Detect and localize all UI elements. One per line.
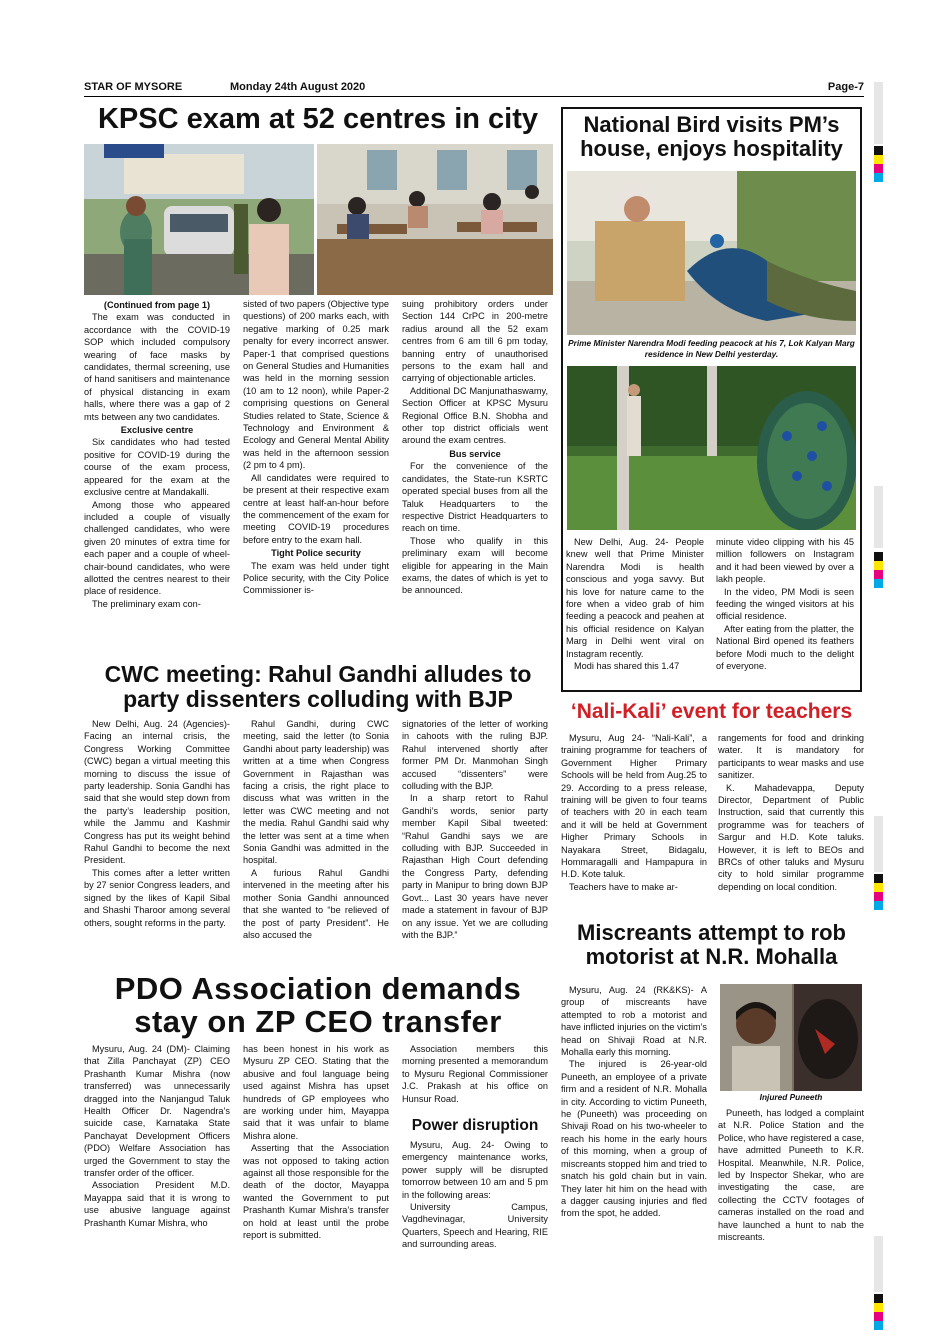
margin-bar [874, 816, 883, 872]
kpsc-column-2 [243, 298, 389, 597]
miscreants-caption: Injured Puneeth [759, 1092, 823, 1102]
pdo-paragraph: Mysuru, Aug. 24 (DM)- Claiming that Zilla Panchayat (ZP) CEO Prashanth Kumar Mishra (now transferred) was unnecessarily dragged into the Nanjangud Taluk Health Officer Dr. Nagendra’s suicide case, Karnataka State Panchayat Development Officers (PDO) Welfare Association has urged the Government to stay the transfer order of the officer. [84, 1044, 230, 1179]
peacock-photo-garden [567, 366, 856, 530]
kpsc-photo-exam-hall [317, 144, 553, 295]
kpsc-column-1 [84, 298, 230, 610]
kpsc-subhead-police: Tight Police security [271, 548, 361, 559]
pdo-headline: PDO Association demands stay on ZP CEO transfer [114, 971, 522, 1040]
color-registration-mark [874, 874, 883, 910]
power-column [402, 1139, 548, 1251]
photo-peacock-garden [567, 366, 856, 530]
kpsc-photo-checking [84, 144, 314, 295]
cwc-paragraph: signatories of the letter of working in cahoots with the ruling BJP. Rahul intervened shortly after former PM Dr. Manmohan Singh accused “dissenters” were colluding with the BJP. [402, 719, 548, 792]
nalikali-column-2 [718, 732, 864, 893]
kpsc-subhead-exclusive: Exclusive centre [120, 425, 194, 436]
page-number: Page-7 [827, 81, 864, 93]
miscreants-column-1 [561, 984, 707, 1220]
nalikali-column-1 [561, 732, 707, 893]
kpsc-continued: (Continued from page 1) [103, 300, 211, 310]
miscreants-paragraph: The injured is 26-year-old Puneeth, an employee of a private firm and a resident of N.R. Mohalla in city. According to victim Puneeth, he (Puneeth) was proceeding on Shivaji Road on his two-wheeler to reach his home in the early hours of this morning, when a group of miscreants stopped him and tried to snatch his gold chain but in vain. They later hit him on the head with a dagger causing injuries and fled from the spot, he added. [561, 1059, 707, 1219]
peacock-column-1 [566, 536, 704, 672]
pdo-column-1 [84, 1043, 230, 1229]
kpsc-paragraph: suing prohibitory orders under Section 144 CrPC in 200-metre radius around all the 52 exam centres from 6 am till 6 pm today, banning entry of unauthorised persons to the exam hall and carrying of objectionable articles. [402, 299, 548, 384]
kpsc-paragraph: Among those who appeared included a couple of visually challenged candidates, who were given 20 minutes of extra time for each paper and a couple of wheel-chair-bound candidates, who were allotted the centres nearest to their place of residence. [84, 499, 230, 597]
cwc-paragraph: A furious Rahul Gandhi intervened in the meeting after his mother Sonia Gandhi announced that she wanted to “be relieved of the post of party President”. He also accused the [243, 867, 389, 940]
cwc-paragraph: In a sharp retort to Rahul Gandhi’s words, senior party member Kapil Sibal tweeted: “Rahul Gandhi says we are colluding with BJP. Succeeded in Rajasthan High Court defending the Congress Party, defending party in Manipur to bring down BJP Govt... Last 30 years have never made a statement in favour of BJP on any issue. Yet we are colluding with the BJP.” [402, 793, 548, 940]
peacock-paragraph: In the video, PM Modi is seen feeding the winged visitors at his official residence. [716, 586, 854, 622]
cwc-column-1 [84, 718, 230, 929]
power-headline: Power disruption [411, 1117, 539, 1134]
kpsc-column-3 [402, 298, 548, 597]
peacock-paragraph: After eating from the platter, the National Bird opened its feathers before Modi much to the delight of everyone. [716, 623, 854, 672]
peacock-photo-feeding [567, 171, 856, 335]
peacock-caption: Prime Minister Narendra Modi feeding peacock at his 7, Lok Kalyan Marg residence in New Delhi yesterday. [568, 338, 855, 359]
color-registration-mark [874, 1294, 883, 1330]
paper-name: STAR OF MYSORE [84, 81, 183, 93]
cwc-column-2 [243, 718, 389, 941]
power-paragraph: University Campus, Vagdhevinagar, University Quarters, Speech and Hearing, RIE and surrounding areas. [402, 1202, 548, 1250]
nalikali-paragraph: Teachers have to make ar- [569, 881, 678, 892]
kpsc-headline: KPSC exam at 52 centres in city [97, 103, 539, 135]
nalikali-paragraph: rangements for food and drinking water. It is mandatory for participants to wear masks and use sanitizer. [718, 733, 864, 781]
peacock-headline: National Bird visits PM’s house, enjoys hospitality [580, 112, 843, 161]
kpsc-paragraph: sisted of two papers (Objective type questions) of 200 marks each, with negative marking of 0.25 mark penalty for every incorrect answer. Paper-1 that comprised questions on General Studies and Humanities was held in the morning session (10 am to 12 noon), while Paper-2 comprising questions on General Studies related to State, Science & Technology and Environment & Ecology and General Mental Ability was held in the afternoon session (2 pm to 4 pm). [243, 299, 389, 471]
cwc-headline: CWC meeting: Rahul Gandhi alludes to party dissenters colluding with BJP [104, 661, 532, 712]
miscreants-paragraph: Mysuru, Aug. 24 (RK&KS)- A group of miscreants have attempted to rob a motorist and have inflicted injuries on the victim’s head on Shivaji Road at N.R. Mohalla early this morning. [561, 985, 707, 1058]
photo-exam-hall [317, 144, 553, 295]
margin-bar [874, 1236, 883, 1292]
nalikali-paragraph: K. Mahadevappa, Deputy Director, Department of Public Instruction, said that currently this programme was for teachers of Sargur and H.D. Kote taluks. However, it is left to BEOs and BRCs of other taluks and Mysuru city to hold similar programme depending on local condition. [718, 782, 864, 892]
photo-sanitiser-check [84, 144, 314, 295]
kpsc-paragraph: For the convenience of the candidates, the State-run KSRTC operated special buses from all the Taluk Headquarters to the respective District Headquarters to reach on time. [402, 461, 548, 534]
margin-bar [874, 486, 883, 548]
miscreants-column-2 [718, 1107, 864, 1243]
pdo-paragraph: Association members this morning presented a memorandum to Mysuru Regional Commissioner J.C. Prakash at his office on Hunsur Road. [402, 1044, 548, 1104]
peacock-column-2 [716, 536, 854, 672]
nalikali-paragraph: Mysuru, Aug 24- “Nali-Kali”, a training programme for teachers of Government Higher Primary Schools will be held from Aug.25 to 29. According to a press release, training will be given to four teams of teachers with 20 in each team and it will be held at Government Higher Primary Schools in Nayakara Street, Bidagalu, Hommaragalli and Hampapura in H.D. Kote taluk. [561, 733, 707, 880]
photo-injured-puneeth [720, 984, 862, 1091]
margin-bar [874, 82, 883, 144]
power-paragraph: Mysuru, Aug. 24- Owing to emergency maintenance works, power supply will be disrupted tomorrow between 10 am and 5 pm in the following areas: [402, 1140, 548, 1200]
pdo-column-2 [243, 1043, 389, 1242]
kpsc-paragraph: Those who qualify in this preliminary exam will become eligible for appearing in the Main exams, the dates of which is yet to be announced. [402, 535, 548, 596]
miscreants-photo [720, 984, 862, 1091]
color-registration-mark [874, 146, 883, 182]
kpsc-paragraph: Six candidates who had tested positive for COVID-19 during the course of the exam process, appeared for the exam at the exclusive centre at Mandakalli. [84, 437, 230, 498]
issue-date: Monday 24th August 2020 [230, 81, 366, 93]
cwc-paragraph: New Delhi, Aug. 24 (Agencies)- Facing an internal crisis, the Congress Working Committee (CWC) began a virtual meeting this morning to discuss the issue of party leadership. Sonia Gandhi has said that she would step down from the party’s leadership position, while the Jammu and Kashmir Congress has put its weight behind Rahul Gandhi to become the next President. [84, 719, 230, 866]
pdo-paragraph: has been honest in his work as Mysuru ZP CEO. Stating that the abusive and foul language being used against Mishra has upset hundreds of GP employees who are working under him, Mayappa said that it was unfair to blame Mishra alone. [243, 1044, 389, 1141]
miscreants-headline: Miscreants attempt to rob motorist at N.R. Mohalla [577, 920, 846, 969]
cwc-paragraph: Rahul Gandhi, during CWC meeting, said the letter (to Sonia Gandhi about party leadership) was written at a time when Congress Government in Rajasthan was facing a crisis, the right place to discuss what was written in the letter was CWC meeting and not the media. Rahul Gandhi said why the letter was sent at a time when Sonia Gandhi was admitted in the hospital. [243, 719, 389, 866]
cwc-column-3 [402, 718, 548, 941]
pdo-paragraph: Association President M.D. Mayappa said that it is wrong to use abusive language against Prashanth Kumar Mishra, who [84, 1180, 230, 1228]
kpsc-paragraph: The exam was held under tight Police security, with the City Police Commissioner is- [243, 560, 389, 596]
kpsc-paragraph: All candidates were required to be present at their respective exam centre at least half-an-hour before the commencement of the exam for meeting COVID-19 procedures before entry to the exam hall. [243, 472, 389, 545]
masthead [84, 79, 864, 97]
miscreants-paragraph: Puneeth, has lodged a complaint at N.R. Police Station and the Police, who have registered a case, have admitted Puneeth to K.R. Hospital. Meanwhile, N.R. Police, led by Inspector Shekar, who are investigating the case, are collecting the CCTV footages of cameras installed on the road and have launched a hunt to nab the miscreants. [718, 1108, 864, 1243]
color-registration-mark [874, 552, 883, 588]
kpsc-paragraph: The exam was conducted in accordance with the COVID-19 SOP which included compulsory wearing of face masks by candidates, thermal screening, use of hand sanitisers and maintenance of physical distancing in exam halls, where there was a gap of 2 mts between any two candidates. [84, 312, 230, 422]
peacock-paragraph: minute video clipping with his 45 million followers on Instagram and it had been viewed by over a lakh people. [716, 537, 854, 585]
peacock-paragraph: New Delhi, Aug. 24- People knew well that Prime Minister Narendra Modi is health conscious and yoga savvy. But his love for nature came to the fore when a video grab of him feeding a peacock and peahen at his official residence on Kalyan Marg in Delhi went viral on Instagram recently. [566, 537, 704, 659]
pdo-column-3 [402, 1043, 548, 1105]
kpsc-paragraph: Additional DC Manjunathaswamy, Section Officer at KPSC Mysuru Regional Office B.N. Shobha and other top district officials went around the exam centres. [402, 385, 548, 446]
cwc-paragraph: This comes after a letter written by 27 senior Congress leaders, and signed by the likes of Kapil Sibal and Shashi Tharoor among several others, sought reforms in the party. [84, 867, 230, 928]
nalikali-headline: ‘Nali-Kali’ event for teachers [570, 700, 853, 723]
photo-modi-feeding-peacock [567, 171, 856, 335]
peacock-paragraph: Modi has shared this 1.47 [574, 661, 680, 672]
kpsc-paragraph: The preliminary exam con- [92, 598, 201, 609]
pdo-paragraph: Asserting that the Association was not opposed to taking action against all those responsible for the death of the doctor, Mayappa wanted the Government to put Prashanth Kumar Mishra’s transfer on hold at least until the probe report is submitted. [243, 1143, 389, 1241]
kpsc-subhead-bus: Bus service [449, 448, 501, 459]
